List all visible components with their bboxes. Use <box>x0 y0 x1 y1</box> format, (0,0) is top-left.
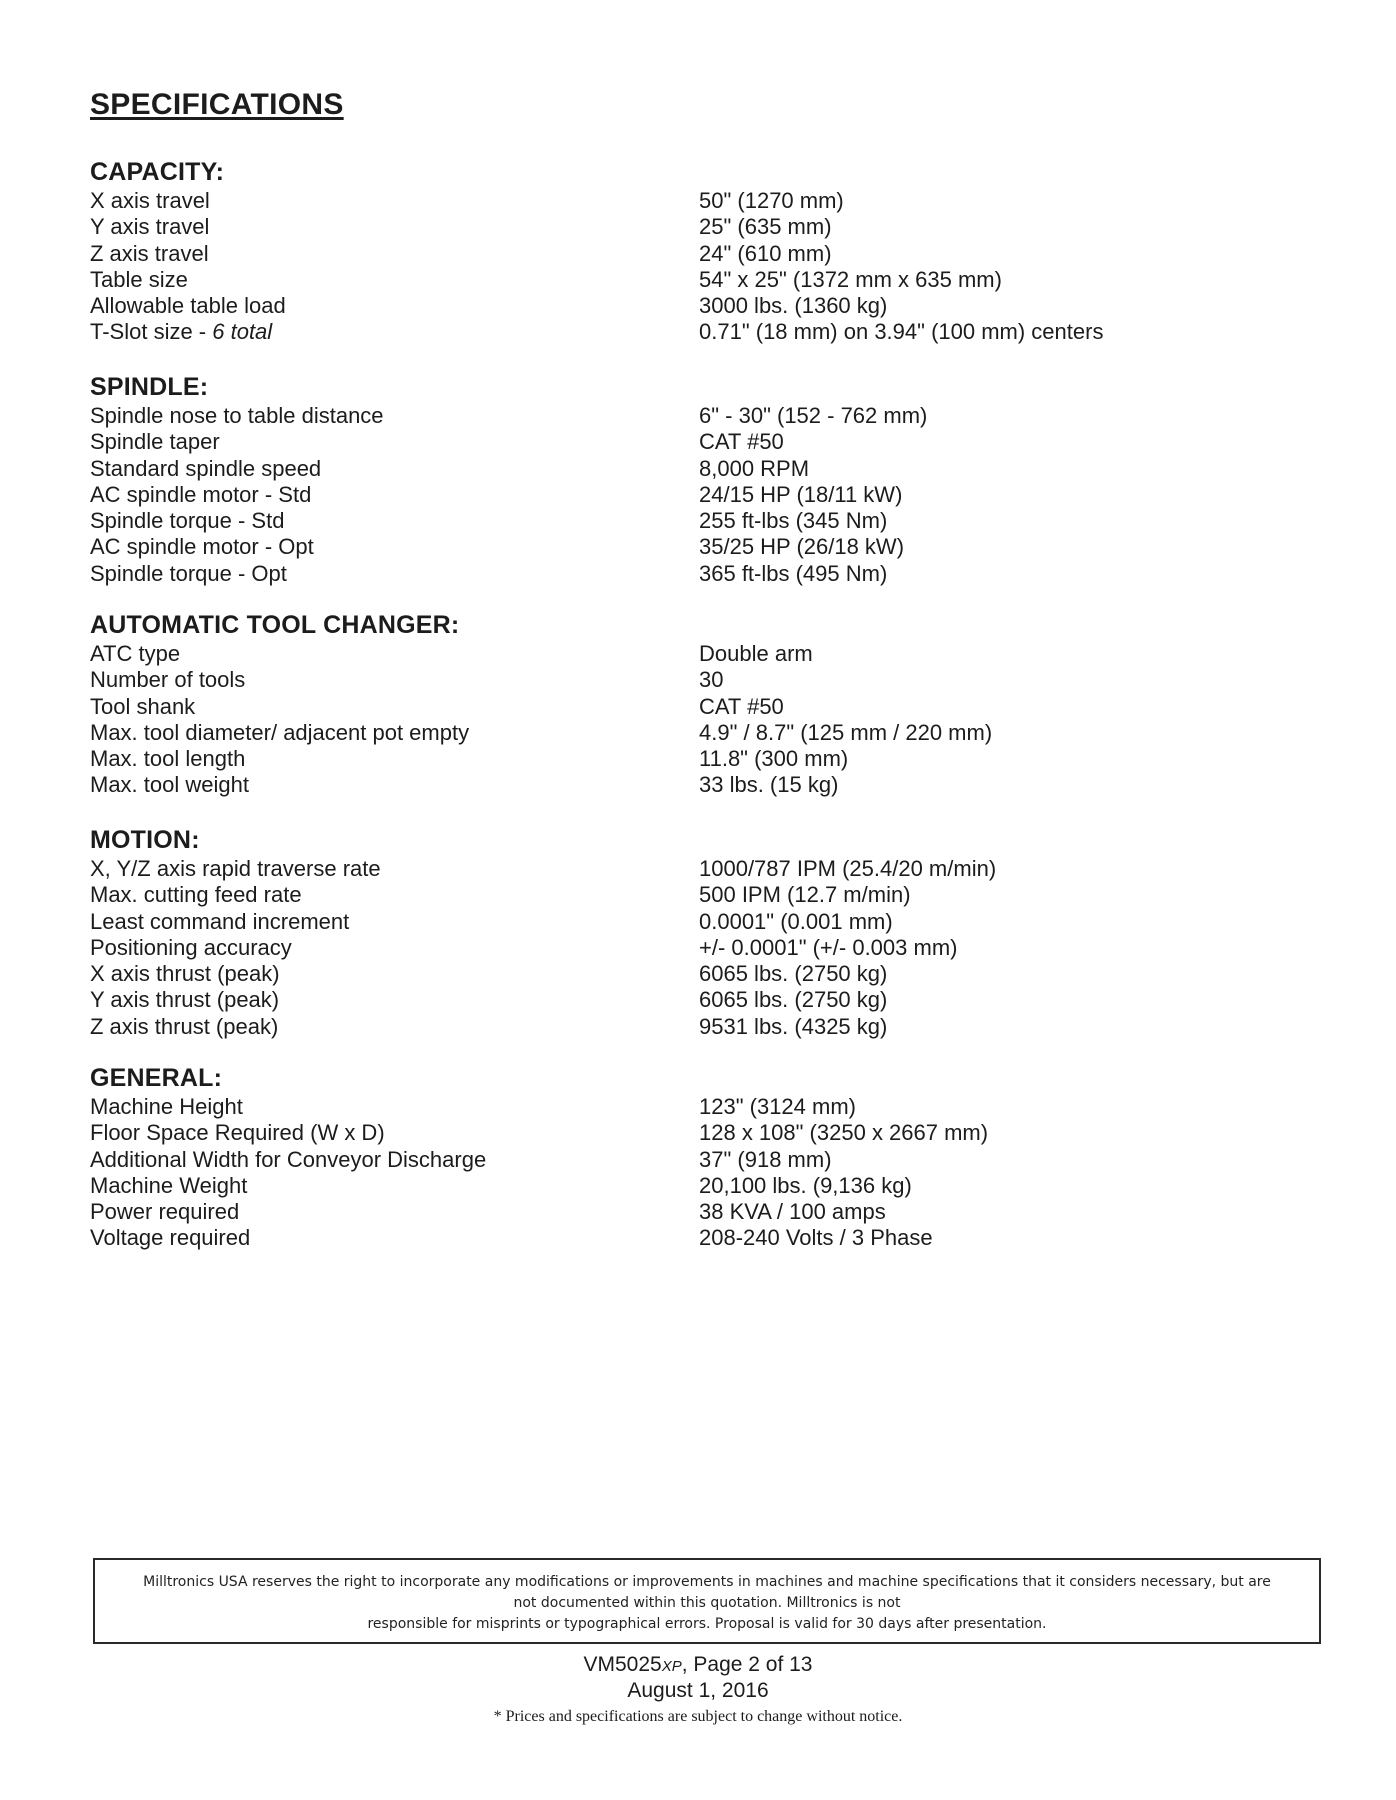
spec-row <box>90 508 1240 534</box>
spec-label: Z axis thrust (peak) <box>90 1013 279 1039</box>
disclaimer-line: Milltronics USA reserves the right to incorporate any modifications or improvements in machines and machine specifications that it considers necessary, but are <box>143 1574 1271 1590</box>
spec-label: X axis travel <box>90 188 210 213</box>
section-title-general: GENERAL: <box>90 1064 223 1092</box>
spec-label-note: 6 total <box>212 319 273 345</box>
spec-row <box>90 935 1240 961</box>
spec-row <box>90 241 1240 267</box>
footer-note: * Prices and specifications are subject to change without notice. <box>493 1708 903 1725</box>
spec-value: 25" (635 mm) <box>699 214 832 240</box>
spec-label: Spindle torque - Opt <box>90 560 287 586</box>
spec-row <box>90 1120 1240 1146</box>
spec-label: AC spindle motor - Std <box>90 481 312 507</box>
spec-label: Max. cutting feed rate <box>90 882 302 908</box>
spec-label-text: T-Slot size - <box>90 319 213 345</box>
spec-row <box>90 403 1240 429</box>
disclaimer-line: not documented within this quotation. Milltronics is not <box>513 1595 901 1611</box>
spec-label: Spindle torque - Std <box>90 508 285 534</box>
spec-row <box>90 882 1240 908</box>
spec-label: Additional Width for Conveyor Discharge <box>90 1146 487 1172</box>
spec-value: CAT #50 <box>699 693 784 719</box>
spec-label: Z axis travel <box>90 240 209 266</box>
section-title-capacity: CAPACITY: <box>90 158 225 186</box>
section-spindle <box>90 371 1240 587</box>
spec-value: 6" - 30" (152 - 762 mm) <box>699 403 928 428</box>
spec-value: 6065 lbs. (2750 kg) <box>699 961 888 987</box>
spec-value: 33 lbs. (15 kg) <box>699 772 839 798</box>
spec-value: 8,000 RPM <box>699 455 810 481</box>
spec-label: Max. tool weight <box>90 772 249 798</box>
spec-value: 1000/787 IPM (25.4/20 m/min) <box>699 856 997 881</box>
spec-label: Positioning accuracy <box>90 934 292 960</box>
spec-value: 6065 lbs. (2750 kg) <box>699 987 888 1013</box>
spec-row <box>90 961 1240 987</box>
spec-row <box>90 429 1240 455</box>
section-general <box>90 1062 1240 1252</box>
spec-label: Power required <box>90 1199 240 1225</box>
spec-label: Y axis travel <box>90 214 210 240</box>
spec-value: 500 IPM (12.7 m/min) <box>699 882 911 908</box>
spec-label: Machine Weight <box>90 1172 248 1198</box>
spec-value: +/- 0.0001" (+/- 0.003 mm) <box>699 934 958 960</box>
spec-label: ATC type <box>90 641 181 666</box>
section-title-motion: MOTION: <box>90 826 200 854</box>
spec-row <box>90 909 1240 935</box>
spec-row <box>90 319 1240 345</box>
spec-label: Max. tool length <box>90 746 246 772</box>
spec-row <box>90 456 1240 482</box>
spec-row <box>90 856 1240 882</box>
spec-row <box>90 534 1240 560</box>
disclaimer-box <box>93 1558 1321 1644</box>
spec-label: Standard spindle speed <box>90 455 322 481</box>
spec-label: Allowable table load <box>90 293 286 319</box>
spec-label: Number of tools <box>90 667 246 693</box>
spec-label: Spindle taper <box>90 429 220 455</box>
spec-value: 20,100 lbs. (9,136 kg) <box>699 1172 912 1198</box>
spec-row <box>90 667 1240 693</box>
section-capacity <box>90 156 1240 346</box>
footer-model: VM5025 <box>583 1653 662 1676</box>
spec-row <box>90 1147 1240 1173</box>
spec-label: Table size <box>90 266 188 292</box>
spec-value: 50" (1270 mm) <box>699 188 844 213</box>
spec-label: X axis thrust (peak) <box>90 961 280 987</box>
spec-row <box>90 561 1240 587</box>
spec-row <box>90 694 1240 720</box>
spec-row <box>90 641 1240 667</box>
spec-label: Floor Space Required (W x D) <box>90 1120 385 1146</box>
spec-row <box>90 1173 1240 1199</box>
spec-row <box>90 188 1240 214</box>
disclaimer-line: responsible for misprints or typographical errors. Proposal is valid for 30 days after presentation. <box>367 1616 1047 1632</box>
section-motion <box>90 824 1240 1040</box>
spec-value: Double arm <box>699 641 813 666</box>
footer-page-text: , Page 2 of 13 <box>681 1653 813 1676</box>
spec-value: 9531 lbs. (4325 kg) <box>699 1013 888 1039</box>
spec-row <box>90 214 1240 240</box>
spec-value: 11.8" (300 mm) <box>699 746 849 772</box>
spec-label: Y axis thrust (peak) <box>90 987 280 1013</box>
spec-value: 128 x 108" (3250 x 2667 mm) <box>699 1120 989 1146</box>
spec-row <box>90 1199 1240 1225</box>
spec-label: Least command increment <box>90 908 350 934</box>
spec-value: 30 <box>699 667 724 693</box>
spec-value: 37" (918 mm) <box>699 1146 832 1172</box>
section-atc <box>90 609 1240 799</box>
spec-value: 0.0001" (0.001 mm) <box>699 908 893 934</box>
spec-row <box>90 482 1240 508</box>
spec-row <box>90 746 1240 772</box>
spec-value: 38 KVA / 100 amps <box>699 1199 886 1225</box>
spec-value: 208-240 Volts / 3 Phase <box>699 1225 933 1251</box>
footer-page-number <box>0 1652 1396 1679</box>
footer-date: August 1, 2016 <box>627 1679 769 1702</box>
page-title: SPECIFICATIONS <box>90 88 344 121</box>
spec-value: 0.71" (18 mm) on 3.94" (100 mm) centers <box>699 319 1104 345</box>
spec-row <box>90 772 1240 798</box>
spec-row <box>90 720 1240 746</box>
spec-label: Tool shank <box>90 693 196 719</box>
spec-value: 255 ft-lbs (345 Nm) <box>699 508 888 534</box>
spec-row <box>90 1225 1240 1251</box>
spec-row <box>90 267 1240 293</box>
spec-row <box>90 293 1240 319</box>
spec-label: Voltage required <box>90 1225 251 1251</box>
section-title-spindle: SPINDLE: <box>90 373 209 401</box>
spec-row <box>90 987 1240 1013</box>
spec-value: 4.9" / 8.7" (125 mm / 220 mm) <box>699 719 993 745</box>
spec-value: 24/15 HP (18/11 kW) <box>699 481 903 507</box>
section-title-atc: AUTOMATIC TOOL CHANGER: <box>90 611 460 639</box>
spec-label-tslot <box>90 319 272 345</box>
spec-label: Spindle nose to table distance <box>90 403 384 428</box>
spec-label: Machine Height <box>90 1094 243 1119</box>
spec-value: 54" x 25" (1372 mm x 635 mm) <box>699 266 1002 292</box>
spec-row <box>90 1094 1240 1120</box>
spec-label: AC spindle motor - Opt <box>90 534 314 560</box>
spec-value: 35/25 HP (26/18 kW) <box>699 534 905 560</box>
spec-value: 24" (610 mm) <box>699 240 832 266</box>
spec-value: 365 ft-lbs (495 Nm) <box>699 560 888 586</box>
spec-value: CAT #50 <box>699 429 784 455</box>
spec-label: Max. tool diameter/ adjacent pot empty <box>90 719 470 745</box>
spec-label: X, Y/Z axis rapid traverse rate <box>90 856 381 881</box>
spec-value: 123" (3124 mm) <box>699 1094 856 1119</box>
footer-model-suffix: XP <box>661 1658 682 1675</box>
spec-value: 3000 lbs. (1360 kg) <box>699 293 888 319</box>
spec-row <box>90 1014 1240 1040</box>
